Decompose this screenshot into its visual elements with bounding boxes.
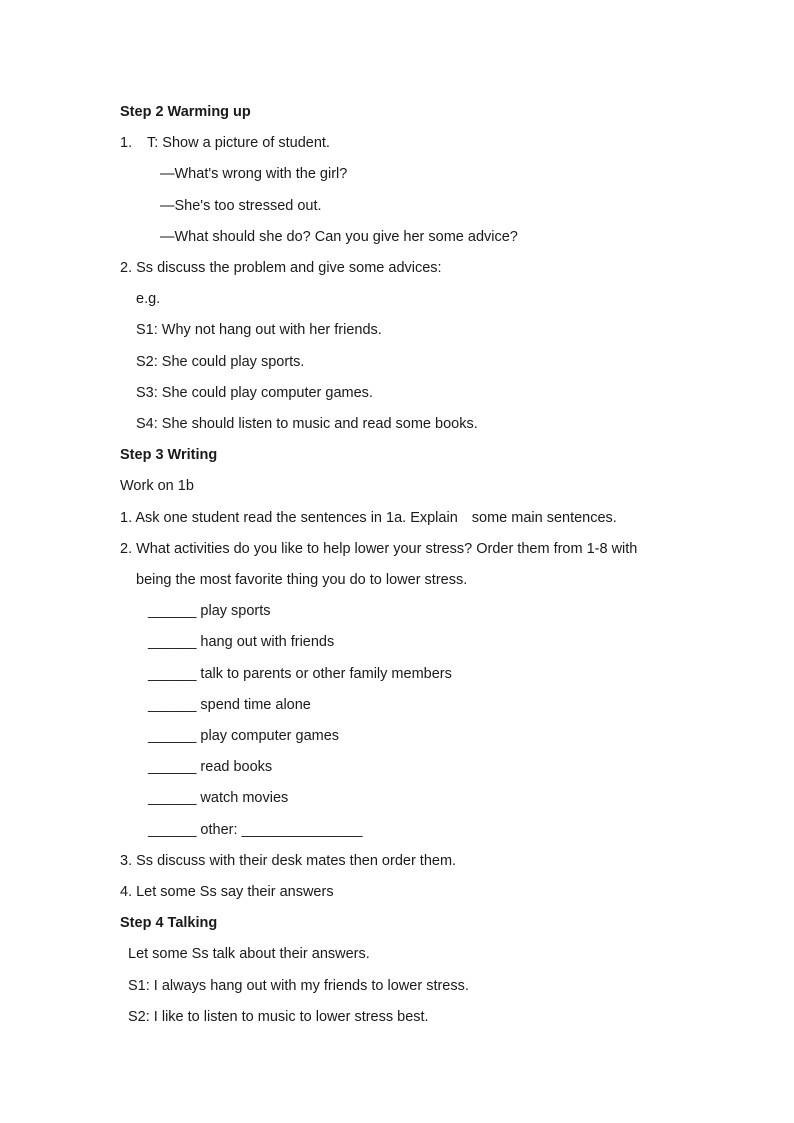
answer-s1: S1: I always hang out with my friends to lower stress. [128,978,469,994]
activity-blank: ______ [148,666,197,682]
activity-row [148,602,271,620]
activity-label: spend time alone [200,697,311,713]
step2-item-1-text: T: Show a picture of student. [147,135,330,151]
step2-item-1 [120,134,330,152]
step3-item-1 [120,509,617,527]
activity-blank: ______ [148,822,197,838]
activity-row-other [148,821,363,839]
dialogue-line-1: —What's wrong with the girl? [160,166,348,182]
activity-label: read books [200,759,273,775]
step3-item-3: 3. Ss discuss with their desk mates then order them. [120,853,457,869]
example-s3: S3: She could play computer games. [136,385,373,401]
answer-s2: S2: I like to listen to music to lower stress best. [128,1009,429,1025]
activity-label: play sports [200,603,271,619]
step3-subheading: Work on 1b [120,478,194,494]
activity-label: watch movies [200,790,289,806]
other-blank: _______________ [241,822,363,838]
dialogue-line-3: —What should she do? Can you give her some advice? [160,229,518,245]
activity-label: talk to parents or other family members [200,666,452,682]
step2-item-2: 2. Ss discuss the problem and give some advices: [120,260,442,276]
activity-row [148,758,272,776]
step2-item-1-number: 1. [120,135,133,151]
activity-blank: ______ [148,603,197,619]
activity-label: hang out with friends [200,634,335,650]
step3-item-1-part-a: 1. Ask one student read the sentences in 1a. Explain [120,510,458,526]
activity-blank: ______ [148,634,197,650]
step3-heading: Step 3 Writing [120,447,218,463]
activity-blank: ______ [148,697,197,713]
eg-label: e.g. [136,291,161,307]
step3-item-2-line-1: 2. What activities do you like to help lower your stress? Order them from 1-8 with [120,541,638,557]
step3-item-4: 4. Let some Ss say their answers [120,884,334,900]
activity-row [148,665,452,683]
activity-blank: ______ [148,759,197,775]
other-label: other: [200,822,238,838]
step4-intro: Let some Ss talk about their answers. [128,946,370,962]
activity-blank: ______ [148,790,197,806]
activity-row [148,727,339,745]
example-s4: S4: She should listen to music and read some books. [136,416,478,432]
activity-blank: ______ [148,728,197,744]
step3-item-1-part-b: some main sentences. [471,510,617,526]
step4-heading: Step 4 Talking [120,915,218,931]
example-s1: S1: Why not hang out with her friends. [136,322,382,338]
example-s2: S2: She could play sports. [136,354,305,370]
activity-label: play computer games [200,728,340,744]
activity-row [148,789,288,807]
dialogue-line-2: —She's too stressed out. [160,198,322,214]
activity-row [148,633,334,651]
step3-item-2-line-2: being the most favorite thing you do to lower stress. [136,572,468,588]
activity-row [148,696,311,714]
step2-heading: Step 2 Warming up [120,104,251,120]
